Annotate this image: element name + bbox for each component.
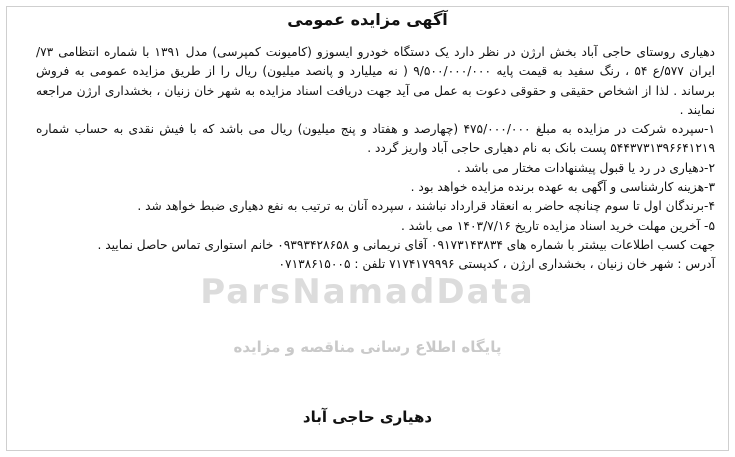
address-line: آدرس : شهر خان زنیان ، بخشداری ارژن ، کدپستی ۷۱۷۴۱۷۹۹۹۶ تلفن : ۰۷۱۳۸۶۱۵۰۰۵ — [278, 257, 715, 272]
condition-2: ۲-دهیاری در رد یا قبول پیشنهادات مختار می باشد . — [456, 160, 715, 175]
contact-paragraph: جهت کسب اطلاعات بیشتر با شماره های ۰۹۱۷۳۱۴۳۸۳۴ آقای نریمانی و ۰۹۳۹۳۴۲۸۶۵۸ خانم استواری تماس حاصل نمایید . — [97, 237, 715, 252]
condition-5: ۵- آخرین مهلت خرید اسناد مزایده تاریخ ۱۴۰۳/۷/۱۶ می باشد . — [400, 218, 715, 233]
condition-1: ۱-سپرده شرکت در مزایده به مبلغ ۴۷۵/۰۰۰/۰۰۰ (چهارصد و هفتاد و پنج میلیون) ریال می باشد که با فیش نقدی به حساب شماره ۵۴۴۳۷۳۱۳۹۶۶۴۱۲۱۹ پست بانک به نام دهیاری حاجی آباد واریز گردد . — [36, 122, 715, 156]
watermark-latin: ParsNamadData — [200, 272, 535, 312]
signature: دهیاری حاجی آباد — [302, 408, 433, 426]
condition-4: ۴-برندگان اول تا سوم چنانچه حاضر به انعقاد قرارداد نباشند ، سپرده آنان به ترتیب به نفع دهیاری ضبط خواهد شد . — [137, 199, 715, 214]
notice-title: آگهی مزایده عمومی — [287, 10, 448, 29]
notice-body — [36, 43, 715, 275]
intro-paragraph: دهیاری روستای حاجی آباد بخش ارژن در نظر دارد یک دستگاه خودرو ایسوزو (کامیونت کمپرسی) مدل ۱۳۹۱ با شماره انتظامی ۷۳/ایران ۵۷۷/ع ۵۴ ، رنگ سفید به قیمت پایه ۹/۵۰۰/۰۰۰/۰۰۰ ( نه میلیارد و پانصد میلیون) ریال را از طریق مزایده عمومی به فروش برساند . لذا از اشخاص حقیقی و حقوقی دعوت به عمل می آید جهت دریافت اسناد مزایده به شهر خان زنیان ، بخشداری ارژن مراجعه نمایند . — [36, 45, 715, 117]
condition-3: ۳-هزینه کارشناسی و آگهی به عهده برنده مزایده خواهد بود . — [410, 180, 715, 195]
watermark-persian: پایگاه اطلاع رسانی مناقصه و مزایده — [233, 338, 502, 356]
